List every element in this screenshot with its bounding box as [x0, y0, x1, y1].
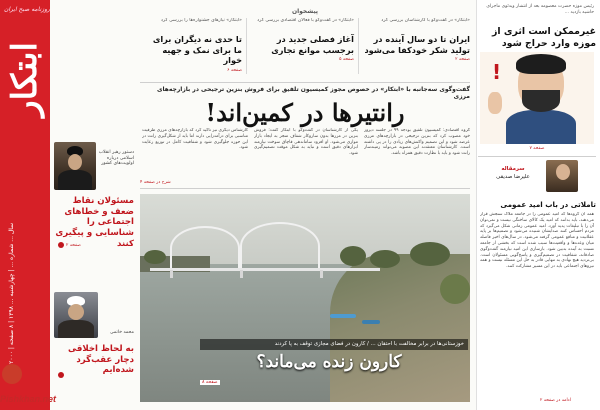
watermark: Pishkhan.net [0, 394, 57, 404]
author-name: علیرضا صدیقی [496, 173, 530, 180]
teaser-lead: «ابتکار» در گفت‌وگو با فعالان اقتصادی بررسی کرد [257, 18, 354, 23]
main-body-middle: یکی از کارشناسان در گفت‌وگو با ابتکار گفت: فروش بنزین در مرزها بدون سازوکار شفاف منجر به ایجاد بازار موازی می‌شود. او افزود ساماندهی قاچاق سوخت نیازمند ابزارهای دقیق است و نباید به شکل موقت تصمیم‌گیری شود. [254, 128, 358, 157]
teaser-title: ایران تا دو سال آینده در تولید شکر خودکفا می‌شود [364, 34, 470, 55]
photo-caption: خوزستانی‌ها در برابر مخالفت با احتقان ... / کارون در فضای مجازی توقف به پا کردند [200, 339, 468, 350]
exclamation-icon: ! [492, 60, 502, 84]
author-face [556, 164, 570, 180]
issue-info: سال ... شماره ... | چهارشنبه ... ۱۳۹۸ | ۸ صفحه | ۲۰۰۰ [8, 222, 15, 364]
brand-logo [2, 4, 48, 154]
teaser-title: آغاز فصلی جدید در برجسب موانع تجاری [271, 34, 354, 55]
main-body-left: کارشناس دیگری نیز تاکید کرد که بازارچه‌های مرزی ظرفیت مناسبی برای درآمدزایی دارند اما باید از شکل‌گیری رانت در این حوزه جلوگیری شود و شفافیت کامل در توزیع رعایت شود. [142, 128, 248, 151]
watermark-logo-icon [2, 364, 22, 384]
main-kicker: گفت‌وگوی سه‌جانبه با «ابتکار» در خصوص مجوز کمیسیون تلفیق برای فروش بنزین ترجیحی در بازارچه‌های مرزی [156, 86, 470, 100]
editorial-more[interactable]: ادامه در صفحه ۲ [540, 398, 571, 403]
main-headline[interactable]: رانتیرها در کمین‌اند! [205, 98, 405, 127]
editorial-body: همه آن گروه‌ها که امید عمومی را در جامعه ملاک سنجش قرار می‌دهند، باید بدانند که امید یک کالای ساختگی نیست و نمی‌توان آن را با تبلیغات پدید آورد. امید عمومی زمانی شکل می‌گیرد که مردم احساس کنند صدایشان شنیده می‌شود و تصمیم‌ها بر پایه عقلانیت و منافع عمومی گرفته می‌شود. در سال‌های اخیر فاصله میان وعده‌ها و واقعیت‌ها سبب شده است که بخشی از جامعه نسبت به آینده بدبین شود. بازسازی این امید نیازمند گفت‌وگوی صادقانه، شفافیت در تصمیم‌گیری و پاسخ‌گویی مسئولان است. بی‌تردید هیچ نهادی به تنهایی قادر به حل این مسئله نیست و همه نیروهای اجتماعی باید در این مسیر مشارکت کنند. [480, 212, 594, 270]
right-headline[interactable]: غیرممکن است اثری از موزه وارد حراج شود [492, 26, 596, 50]
more-dot-icon [58, 372, 64, 378]
divider [358, 18, 359, 74]
teaser-lead: «ابتکار» نیازهای جشنواره‌ها را بررسی کرد [160, 18, 242, 23]
left-story-2-title[interactable]: به لحاظ اخلاقی دچار عقب‌گرد شده‌ایم [68, 344, 134, 376]
brand-name: ابتکار [5, 41, 45, 117]
masthead [0, 0, 50, 410]
masthead-tagline: روزنامه صبح ایران [4, 6, 50, 13]
teaser-more: صفحه ۵ [339, 57, 354, 63]
more-dot-icon [58, 242, 64, 248]
divider [140, 188, 470, 189]
main-more-link[interactable]: شرح در صفحه ۴ [140, 180, 171, 185]
teaser-lead: «ابتکار» در گفت‌وگو با کارشناسان بررسی کرد [381, 18, 470, 23]
main-body-right: گروه اقتصادی: کمیسیون تلفیق بودجه ۹۹ در جلسه دیروز خود مصوب کرد که بنزین ترجیحی در بازارچه‌های مرزی عرضه شود و این تصمیم واکنش‌های زیادی را در پی داشته است. کارشناسان معتقدند این مصوبه می‌تواند زمینه‌ساز رانت شود و باید با نظارت دقیق همراه باشد. [364, 128, 470, 157]
divider [140, 82, 470, 83]
author-label [484, 166, 542, 181]
cartoon-more[interactable]: صفحه ۷ [529, 146, 545, 151]
right-lead: رئیس موزه حضرت معصومه بعد از انتشار ویدئوی ماجرای حاشیه بازدید ... [486, 4, 594, 15]
photo-more-link[interactable]: صفحه ۸ [202, 380, 218, 385]
teaser-title: تا حدی نه دیگران برای ما برای نمک و جهیه خوار [152, 34, 242, 66]
teaser-more: صفحه ۲ [455, 57, 470, 63]
teaser-3[interactable] [142, 18, 242, 78]
leader-photo-caption: دستور رهبر انقلاب اسلامی درباره اولویت‌های کشور [98, 150, 134, 167]
caricature-illustration [480, 52, 594, 144]
leader-photo [54, 142, 96, 190]
khatami-caption: محمد خاتمی [110, 330, 134, 335]
teaser-1[interactable] [362, 18, 470, 78]
left-story-1-more[interactable]: صفحه ۲ [66, 243, 81, 248]
teaser-section-label: پیشخوان [291, 8, 319, 15]
editorial-label: سرمقاله [501, 166, 525, 172]
divider [246, 18, 247, 74]
divider [478, 156, 596, 157]
khatami-photo [54, 292, 98, 338]
teaser-2[interactable] [250, 18, 354, 78]
photo-headline[interactable]: کارون زنده می‌ماند؟ [256, 352, 402, 372]
editorial-title[interactable]: تاملاتی در باب امید عمومی [500, 200, 596, 209]
left-story-1-title[interactable]: مسئولان نقاط ضعف و خطاهای اجتماعی را شناسایی و پیگیری کنند [55, 196, 134, 249]
teaser-more: صفحه ۶ [227, 67, 242, 73]
